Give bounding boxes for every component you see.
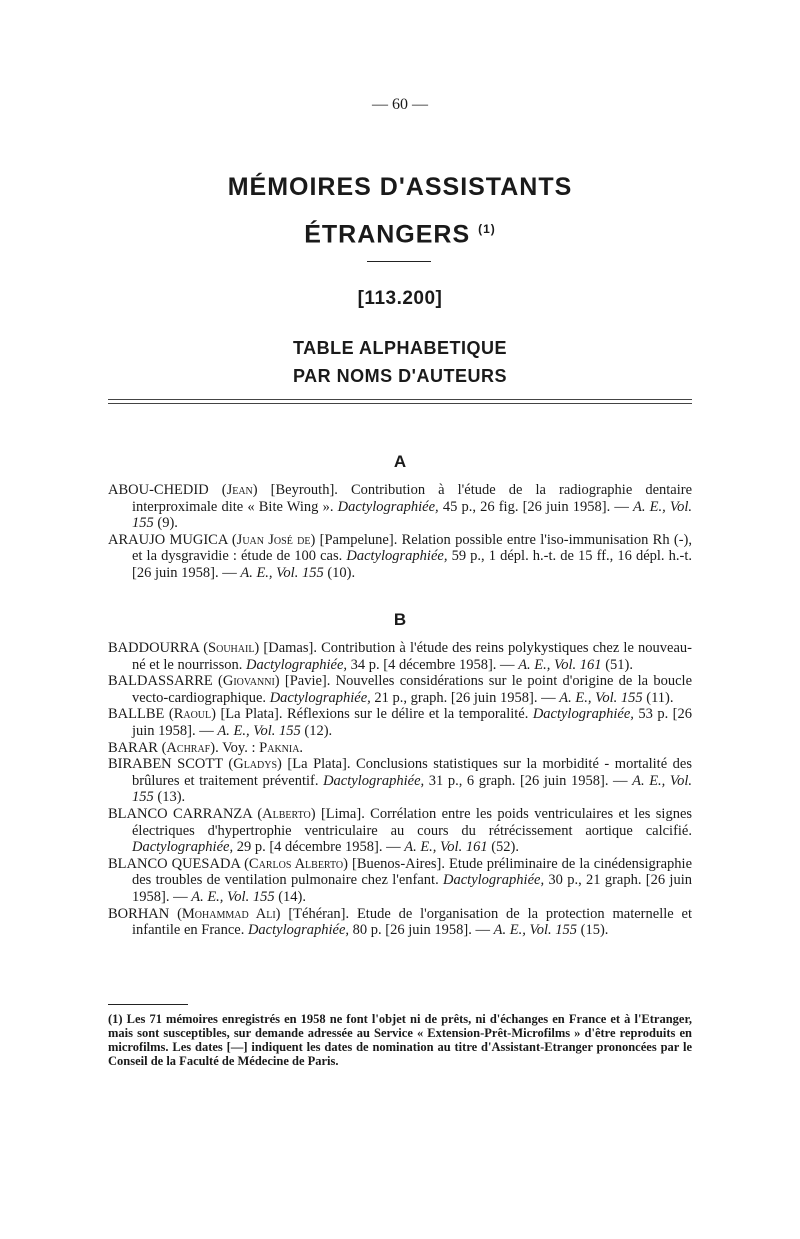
entry-reference: A. E., Vol. 161 xyxy=(404,839,488,856)
bibliography-entry xyxy=(108,673,692,706)
entry-number: (9). xyxy=(157,515,178,532)
entry-reference: A. E., Vol. 155 xyxy=(217,722,301,739)
entry-pages: 59 p., 1 dépl. h.-t. de 15 ff., 16 dépl. h.-t. [26 juin 1958]. — xyxy=(132,548,693,581)
entry-number: (15). xyxy=(580,922,609,939)
title-divider xyxy=(367,261,431,262)
author-name: BIRABEN SCOTT xyxy=(108,756,223,773)
entry-number: (11). xyxy=(646,689,674,706)
entry-reference: A. E., Vol. 155 xyxy=(559,689,643,706)
entry-text: [Buenos-Aires]. Etude préliminaire de la cinédensigraphie des troubles de ventilation pulmonaire chez l'enfant. xyxy=(132,855,693,889)
entry-reference: A. E., Vol. 155 xyxy=(132,772,693,806)
double-rule-divider xyxy=(108,399,692,404)
entry-format: Dactylographiée, xyxy=(132,839,234,856)
author-given-name: (Souhail) xyxy=(203,640,260,656)
entry-reference: A. E., Vol. 155 xyxy=(240,564,324,581)
entry-reference: A. E., Vol. 155 xyxy=(132,498,693,532)
author-name: BADDOURRA xyxy=(108,640,200,656)
classification-code: [113.200] xyxy=(357,288,443,309)
entry-text: Voy. : xyxy=(222,739,256,756)
entry-format: Dactylographiée, xyxy=(245,656,348,673)
letter-heading-a: A xyxy=(393,452,407,471)
bibliography-entry xyxy=(108,640,692,673)
bibliography-entry xyxy=(108,906,692,939)
footnote: (1) Les 71 mémoires enregistrés en 1958 ne font l'objet ni de prêts, ni d'échanges en France et à l'Etranger, mais sont susceptibles, sur demande adressée au Service « Extension-Prêt-Microfilms » d'être reproduits en microfilms. Les dates [—] indiquent les dates de nomination au titre d'Assistant-Etranger prononcées par le Conseil de la Faculté de Médecine de Paris. xyxy=(108,1012,692,1068)
entry-format: Dactylographiée, xyxy=(443,872,545,889)
entry-pages: 45 p., 26 fig. [26 juin 1958]. — xyxy=(442,498,629,515)
author-given-name: (Gladys) xyxy=(228,756,282,773)
entry-text: [Beyrouth]. Contribution à l'étude de la radiographie dentaire interproximale dite « Bite Wing ». xyxy=(132,482,693,515)
bibliography-entry xyxy=(108,756,692,806)
entry-text: [Lima]. Corrélation entre les poids ventriculaires et les signes électriques d'hypertrophie ventriculaire au cours du rétrécissement aortique calcifié. xyxy=(132,805,693,839)
entry-pages: 80 p. [26 juin 1958]. — xyxy=(352,922,490,939)
author-given-name: (Mohammad Ali) xyxy=(177,905,281,922)
entry-pages: 53 p. [26 juin 1958]. — xyxy=(132,706,692,739)
author-name: ARAUJO MUGICA xyxy=(108,531,228,548)
title-note-ref: (1) xyxy=(478,222,496,236)
author-name: BLANCO QUESADA xyxy=(108,855,241,872)
entry-pages: 34 p. [4 décembre 1958]. — xyxy=(350,656,515,673)
letter-heading-b: B xyxy=(393,610,407,629)
entry-pages: 30 p., 21 graph. [26 juin 1958]. — xyxy=(132,872,692,905)
entry-number: (12). xyxy=(304,722,333,739)
entry-number: (51). xyxy=(605,656,633,673)
subtitle-line-1: TABLE ALPHABETIQUE xyxy=(293,338,507,358)
entry-format: Dactylographiée, xyxy=(247,922,350,939)
title-line-2 xyxy=(0,208,800,255)
entry-format: Dactylographiée, xyxy=(323,772,425,789)
entry-pages: 31 p., 6 graph. [26 juin 1958]. — xyxy=(428,772,628,789)
author-given-name: (Achraf). xyxy=(161,739,219,756)
author-name: BALDASSARRE xyxy=(108,673,213,690)
subtitle-line-2: PAR NOMS D'AUTEURS xyxy=(293,366,507,386)
title-line-1: MÉMOIRES D'ASSISTANTS xyxy=(227,173,573,201)
author-name: ABOU-CHEDID xyxy=(108,482,209,498)
bibliography-entry xyxy=(108,532,692,582)
entry-pages: 21 p., graph. [26 juin 1958]. — xyxy=(374,689,556,706)
author-given-name: (Alberto) xyxy=(257,805,316,822)
author-name: BLANCO CARRANZA xyxy=(108,805,252,822)
entry-number: (52). xyxy=(491,839,520,856)
entry-text: [Pavie]. Nouvelles considérations sur le point d'origine de la boucle vecto-cardiographique. xyxy=(132,673,693,706)
entry-format: Dactylographiée, xyxy=(532,706,634,723)
bibliography-entry xyxy=(108,482,692,532)
entry-reference: A. E., Vol. 155 xyxy=(191,888,275,905)
entry-number: (13). xyxy=(157,789,186,806)
bibliography-entry xyxy=(108,740,692,757)
entry-number: (14). xyxy=(278,888,307,905)
author-name: BORHAN xyxy=(108,905,170,922)
title-line-2-text: ÉTRANGERS xyxy=(304,220,471,249)
author-given-name: (Raoul) xyxy=(168,706,216,723)
entry-text: [Pampelune]. Relation possible entre l'iso-immunisation Rh (-), et la dysgravidie : étude de 100 cas. xyxy=(132,531,692,565)
author-name: BARAR xyxy=(108,739,158,756)
entry-text: [La Plata]. Réflexions sur le délire et la temporalité. xyxy=(220,706,529,723)
entry-number: (10). xyxy=(327,564,356,581)
entries-section-b xyxy=(108,640,692,939)
bibliography-entry xyxy=(108,706,692,739)
author-given-name: (Giovanni) xyxy=(218,673,280,690)
entry-reference: A. E., Vol. 155 xyxy=(493,922,577,939)
author-name: BALLBE xyxy=(108,706,165,723)
cross-reference: Paknia. xyxy=(259,739,304,756)
entry-pages: 29 p. [4 décembre 1958]. — xyxy=(236,839,401,856)
author-given-name: (Jean) xyxy=(221,482,258,498)
bibliography-entry xyxy=(108,806,692,856)
entry-format: Dactylographiée, xyxy=(337,498,439,515)
page-number: — 60 — xyxy=(372,96,428,113)
entry-text: [Damas]. Contribution à l'étude des reins polykystiques chez le nouveau-né et le nourrisson. xyxy=(132,640,692,673)
author-given-name: (Carlos Alberto) xyxy=(244,855,348,872)
entry-format: Dactylographiée, xyxy=(269,689,371,706)
entry-reference: A. E., Vol. 161 xyxy=(518,656,602,673)
entry-text: [Téhéran]. Etude de l'organisation de la protection maternelle et infantile en France. xyxy=(132,905,692,939)
bibliography-entry xyxy=(108,856,692,906)
page-title xyxy=(0,166,800,255)
author-given-name: (Juan José de) xyxy=(231,531,316,548)
footnote-divider xyxy=(108,1004,188,1005)
entry-format: Dactylographiée, xyxy=(346,548,448,565)
section-subtitle xyxy=(0,334,800,390)
entries-section-a xyxy=(108,482,692,582)
entry-text: [La Plata]. Conclusions statistiques sur la morbidité - mortalité des brûlures et traitement préventif. xyxy=(132,756,693,789)
